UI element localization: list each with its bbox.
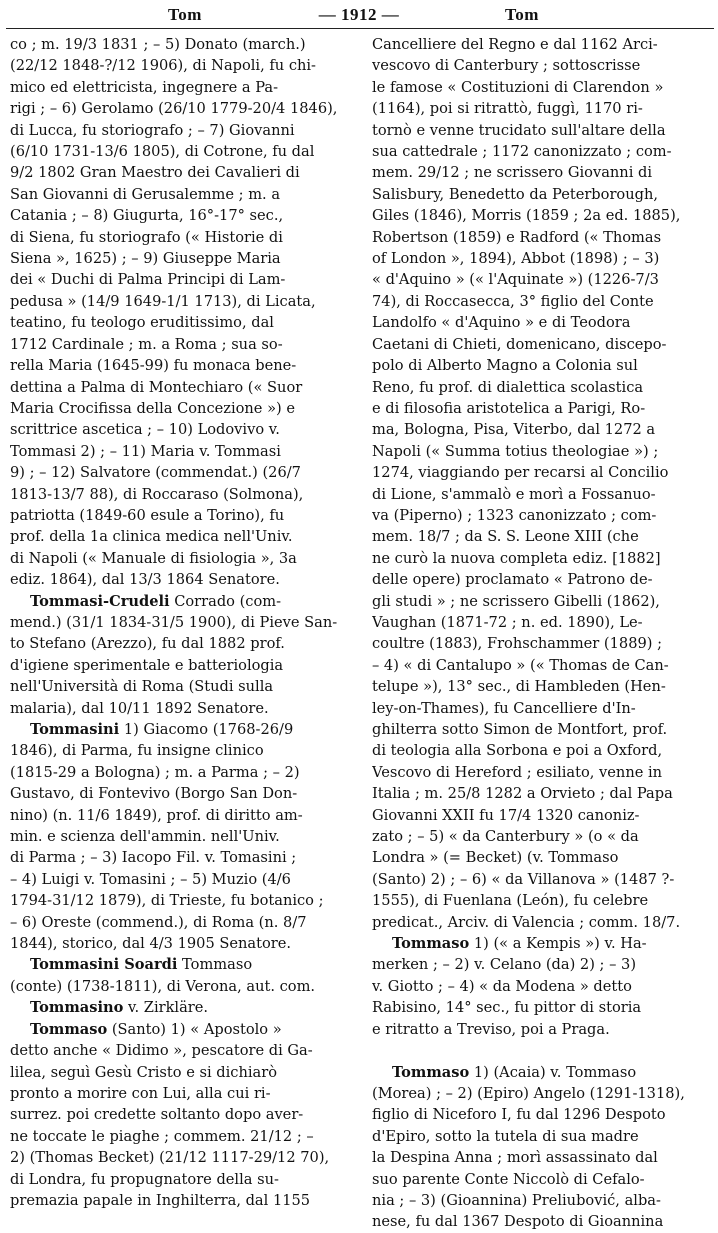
text-line bbox=[10, 419, 356, 440]
text-line bbox=[10, 1126, 356, 1147]
text-line bbox=[10, 698, 356, 719]
line-text: – 4) « di Cantalupo » (« Thomas de Can- bbox=[372, 656, 669, 674]
line-text: di Parma ; – 3) Iacopo Fil. v. Tomasini ; bbox=[10, 849, 297, 867]
line-text: 1712 Cardinale ; m. a Roma ; sua so- bbox=[10, 335, 283, 353]
entry-headword: Tommasini bbox=[30, 721, 120, 738]
line-text: surrez. poi credette soltanto dopo aver- bbox=[10, 1106, 304, 1124]
line-text: patriotta (1849-60 esule a Torino), fu bbox=[10, 506, 285, 524]
text-line bbox=[372, 484, 712, 505]
line-text: rella Maria (1645-99) fu monaca bene- bbox=[10, 357, 297, 375]
line-text: Corrado (com- bbox=[169, 592, 282, 610]
entry-headword: Tommasi-Crudeli bbox=[30, 592, 170, 610]
entry-heading-line bbox=[372, 933, 712, 954]
header-right-catchword: Tom bbox=[505, 5, 539, 24]
line-text: – 6) Oreste (commend.), di Roma (n. 8/7 bbox=[10, 913, 307, 931]
line-text: Tommaso bbox=[177, 956, 253, 974]
text-line bbox=[10, 398, 356, 419]
line-text: 1) (« a Kempis ») v. Ha- bbox=[469, 935, 647, 953]
text-line bbox=[372, 805, 712, 826]
line-text: 1) (Acaia) v. Tommaso bbox=[469, 1063, 637, 1081]
line-text: ley-on-Thames), fu Cancelliere d'In- bbox=[372, 699, 636, 717]
text-line bbox=[372, 847, 712, 868]
text-line bbox=[10, 912, 356, 933]
text-line bbox=[10, 783, 356, 804]
text-line bbox=[372, 205, 712, 226]
line-text: figlio di Niceforo I, fu dal 1296 Despoto bbox=[372, 1106, 666, 1124]
text-line bbox=[372, 462, 712, 483]
line-text: mend.) (31/1 1834-31/5 1900), di Pieve San- bbox=[10, 613, 338, 631]
line-text: d'igiene sperimentale e batteriologia bbox=[10, 656, 284, 674]
text-line bbox=[10, 184, 356, 205]
page-header bbox=[0, 0, 718, 28]
line-text: nese, fu dal 1367 Despoto di Gioannina bbox=[372, 1213, 664, 1231]
line-text: 1844), storico, dal 4/3 1905 Senatore. bbox=[10, 935, 292, 953]
line-text: 1555), di Fuenlana (León), fu celebre bbox=[372, 892, 649, 910]
line-text: ne curò la nuova completa ediz. [1882] bbox=[372, 549, 661, 567]
line-text: mem. 18/7 ; da S. S. Leone XIII (che bbox=[372, 528, 639, 546]
text-line bbox=[10, 890, 356, 911]
line-text: (1164), poi si ritrattò, fuggì, 1170 ri- bbox=[372, 100, 643, 118]
text-line bbox=[10, 1083, 356, 1104]
text-line bbox=[10, 548, 356, 569]
line-text: min. e scienza dell'ammin. nell'Univ. bbox=[10, 828, 280, 846]
line-text: (Morea) ; – 2) (Epiro) Angelo (1291-1318), bbox=[372, 1084, 685, 1102]
text-line bbox=[372, 269, 712, 290]
text-line bbox=[372, 1083, 712, 1104]
line-text: premazia papale in Inghilterra, dal 1155 bbox=[10, 1191, 311, 1209]
line-text: polo di Alberto Magno a Colonia sul bbox=[372, 357, 638, 375]
text-line bbox=[10, 526, 356, 547]
text-line bbox=[10, 291, 356, 312]
line-text: Londra » (= Becket) (v. Tommaso bbox=[372, 849, 619, 867]
text-line bbox=[372, 569, 712, 590]
text-line bbox=[372, 419, 712, 440]
line-text: va (Piperno) ; 1323 canonizzato ; com- bbox=[372, 506, 657, 524]
entry-headword: Tommaso bbox=[392, 1063, 470, 1081]
text-line bbox=[10, 1169, 356, 1190]
page-number: — 1912 — bbox=[318, 5, 400, 24]
text-line bbox=[372, 184, 712, 205]
line-text: 1813-13/7 88), di Roccaraso (Solmona), bbox=[10, 485, 304, 503]
text-line bbox=[10, 1190, 356, 1211]
text-line bbox=[372, 334, 712, 355]
line-text: Vaughan (1871-72 ; n. ed. 1890), Le- bbox=[372, 613, 643, 631]
line-text: Robertson (1859) e Radford (« Thomas bbox=[372, 228, 662, 246]
text-line bbox=[10, 248, 356, 269]
text-line bbox=[372, 526, 712, 547]
text-line bbox=[10, 869, 356, 890]
line-text: (22/12 1848-?/12 1906), di Napoli, fu chi- bbox=[10, 57, 316, 75]
line-text: di Lione, s'ammalò e morì a Fossanuo- bbox=[372, 485, 656, 503]
line-text: di Napoli (« Manuale di fisiologia », 3a bbox=[10, 549, 297, 567]
text-line bbox=[372, 162, 712, 183]
text-line bbox=[10, 484, 356, 505]
text-line bbox=[372, 34, 712, 55]
text-line bbox=[372, 890, 712, 911]
line-text: v. Giotto ; – 4) « da Modena » detto bbox=[372, 977, 632, 995]
text-line bbox=[372, 869, 712, 890]
text-line bbox=[10, 740, 356, 761]
text-line bbox=[10, 826, 356, 847]
line-text: e ritratto a Treviso, poi a Praga. bbox=[372, 1020, 610, 1038]
text-line bbox=[10, 77, 356, 98]
line-text: (Santo) 1) « Apostolo » bbox=[107, 1020, 282, 1038]
text-line bbox=[372, 505, 712, 526]
entry-heading-line bbox=[10, 997, 356, 1018]
text-line bbox=[10, 1104, 356, 1125]
line-text: Maria Crocifissa della Concezione ») e bbox=[10, 399, 295, 417]
line-text: Gustavo, di Fontevivo (Borgo San Don- bbox=[10, 785, 298, 803]
text-line bbox=[10, 805, 356, 826]
text-line bbox=[372, 312, 712, 333]
text-line bbox=[372, 1190, 712, 1211]
line-text: ediz. 1864), dal 13/3 1864 Senatore. bbox=[10, 571, 280, 589]
text-line bbox=[10, 377, 356, 398]
text-line bbox=[10, 505, 356, 526]
line-text: co ; m. 19/3 1831 ; – 5) Donato (march.) bbox=[10, 36, 306, 53]
line-text: scrittrice ascetica ; – 10) Lodovivo v. bbox=[10, 421, 280, 439]
entry-headword: Tommasino bbox=[30, 999, 124, 1017]
line-text: ma, Bologna, Pisa, Viterbo, dal 1272 a bbox=[372, 421, 656, 439]
text-line bbox=[10, 762, 356, 783]
text-line bbox=[10, 205, 356, 226]
line-text: ghilterra sotto Simon de Montfort, prof. bbox=[372, 721, 668, 738]
text-line bbox=[372, 398, 712, 419]
line-text: Giles (1846), Morris (1859 ; 2a ed. 1885), bbox=[372, 207, 681, 225]
text-line bbox=[10, 976, 356, 997]
line-text: Giovanni XXII fu 17/4 1320 canoniz- bbox=[372, 806, 640, 824]
line-text: Salisbury, Benedetto da Peterborough, bbox=[372, 185, 658, 203]
text-line bbox=[10, 1040, 356, 1061]
line-text: Cancelliere del Regno e dal 1162 Arci- bbox=[372, 36, 658, 53]
line-text: (conte) (1738-1811), di Verona, aut. com. bbox=[10, 977, 316, 995]
text-line bbox=[372, 1169, 712, 1190]
line-text: (6/10 1731-13/6 1805), di Cotrone, fu dal bbox=[10, 143, 315, 161]
line-text: v. Zirkläre. bbox=[123, 999, 209, 1017]
entry-headword: Tommasini Soardi bbox=[30, 956, 178, 974]
text-line bbox=[10, 462, 356, 483]
text-line bbox=[372, 676, 712, 697]
entry-heading-line bbox=[10, 591, 356, 612]
text-line bbox=[372, 612, 712, 633]
text-line bbox=[372, 55, 712, 76]
line-text: (Santo) 2) ; – 6) « da Villanova » (1487 ?- bbox=[372, 870, 675, 888]
text-line bbox=[10, 141, 356, 162]
text-line bbox=[372, 740, 712, 761]
line-text: e di filosofia aristotelica a Parigi, Ro- bbox=[372, 399, 646, 417]
text-line bbox=[10, 612, 356, 633]
line-text: gli studi » ; ne scrissero Gibelli (1862), bbox=[372, 592, 660, 610]
line-text: « d'Aquino » (« l'Aquinate ») (1226-7/3 bbox=[372, 271, 659, 289]
text-line bbox=[10, 676, 356, 697]
text-line bbox=[372, 997, 712, 1018]
text-line bbox=[10, 162, 356, 183]
entry-headword: Tommaso bbox=[30, 1020, 108, 1038]
line-text: Caetani di Chieti, domenicano, discepo- bbox=[372, 335, 667, 353]
text-line bbox=[10, 98, 356, 119]
line-text: pronto a morire con Lui, alla cui ri- bbox=[10, 1084, 271, 1102]
line-text: dettina a Palma di Montechiaro (« Suor bbox=[10, 378, 303, 396]
line-text: telupe »), 13° sec., di Hambleden (Hen- bbox=[372, 678, 666, 696]
line-text: Landolfo « d'Aquino » e di Teodora bbox=[372, 314, 631, 332]
text-line bbox=[10, 120, 356, 141]
text-line bbox=[372, 248, 712, 269]
line-text: nell'Università di Roma (Studi sulla bbox=[10, 678, 274, 696]
text-line bbox=[372, 1211, 712, 1232]
line-text: zato ; – 5) « da Canterbury » (o « da bbox=[372, 828, 639, 846]
line-text: (1815-29 a Bologna) ; m. a Parma ; – 2) bbox=[10, 763, 300, 781]
line-text: 1274, viaggiando per recarsi al Concilio bbox=[372, 464, 669, 482]
text-line bbox=[10, 655, 356, 676]
text-line bbox=[372, 655, 712, 676]
text-line bbox=[10, 355, 356, 376]
line-text: di Lucca, fu storiografo ; – 7) Giovanni bbox=[10, 121, 295, 139]
line-text: 1846), di Parma, fu insigne clinico bbox=[10, 742, 264, 760]
line-text: Vescovo di Hereford ; esiliato, venne in bbox=[372, 763, 663, 781]
line-text: 9) ; – 12) Salvatore (commendat.) (26/7 bbox=[10, 464, 301, 482]
text-line bbox=[10, 34, 356, 55]
line-text: ne toccate le piaghe ; commem. 21/12 ; – bbox=[10, 1127, 314, 1145]
text-line bbox=[10, 1062, 356, 1083]
line-text: prof. della 1a clinica medica nell'Univ. bbox=[10, 528, 293, 546]
line-text: 9/2 1802 Gran Maestro dei Cavalieri di bbox=[10, 164, 300, 182]
line-text: to Stefano (Arezzo), fu dal 1882 prof. bbox=[10, 635, 285, 653]
entry-heading-line bbox=[372, 1062, 712, 1083]
line-text: delle opere) proclamato « Patrono de- bbox=[372, 571, 653, 589]
text-line bbox=[372, 548, 712, 569]
line-text: sua cattedrale ; 1172 canonizzato ; com- bbox=[372, 143, 672, 161]
left-column bbox=[10, 34, 356, 1211]
line-text: di Londra, fu propugnatore della su- bbox=[10, 1170, 279, 1188]
text-line bbox=[372, 762, 712, 783]
line-text: dei « Duchi di Palma Principi di Lam- bbox=[10, 271, 286, 289]
entry-heading-line bbox=[10, 1019, 356, 1040]
line-text: di teologia alla Sorbona e poi a Oxford, bbox=[372, 742, 663, 760]
text-line bbox=[10, 933, 356, 954]
line-text: nia ; – 3) (Gioannina) Preliubović, alba- bbox=[372, 1191, 661, 1209]
entry-heading-line bbox=[10, 719, 356, 740]
text-line bbox=[372, 120, 712, 141]
text-line bbox=[372, 1104, 712, 1125]
line-text: Siena », 1625) ; – 9) Giuseppe Maria bbox=[10, 250, 281, 268]
text-line bbox=[372, 912, 712, 933]
text-line bbox=[10, 1147, 356, 1168]
text-line bbox=[372, 783, 712, 804]
text-line bbox=[10, 441, 356, 462]
text-line bbox=[372, 1147, 712, 1168]
line-text: mem. 29/12 ; ne scrissero Giovanni di bbox=[372, 164, 653, 182]
line-text: la Despina Anna ; morì assassinato dal bbox=[372, 1149, 658, 1167]
line-text: Italia ; m. 25/8 1282 a Orvieto ; dal Papa bbox=[372, 785, 673, 803]
text-line bbox=[372, 633, 712, 654]
line-text: Reno, fu prof. di dialettica scolastica bbox=[372, 378, 644, 396]
text-line bbox=[372, 826, 712, 847]
text-line bbox=[372, 227, 712, 248]
text-line bbox=[372, 291, 712, 312]
text-line bbox=[372, 698, 712, 719]
line-text: merken ; – 2) v. Celano (da) 2) ; – 3) bbox=[372, 956, 637, 974]
text-line bbox=[372, 141, 712, 162]
text-line bbox=[372, 441, 712, 462]
line-text: di Siena, fu storiografo (« Historie di bbox=[10, 228, 283, 246]
text-line bbox=[10, 569, 356, 590]
text-line bbox=[372, 98, 712, 119]
text-line bbox=[372, 1040, 712, 1061]
line-text: malaria), dal 10/11 1892 Senatore. bbox=[10, 699, 269, 717]
entry-heading-line bbox=[10, 954, 356, 975]
header-left-catchword: Tom bbox=[168, 5, 202, 24]
line-text: 1794-31/12 1879), di Trieste, fu botanico ; bbox=[10, 892, 324, 910]
text-line bbox=[10, 55, 356, 76]
line-text: predicat., Arciv. di Valencia ; comm. 18/7. bbox=[372, 913, 681, 931]
header-rule bbox=[6, 28, 714, 29]
text-line bbox=[10, 227, 356, 248]
text-line bbox=[10, 633, 356, 654]
line-text: Rabisino, 14° sec., fu pittor di storia bbox=[372, 999, 642, 1017]
entry-headword: Tommaso bbox=[392, 935, 470, 953]
line-text: vescovo di Canterbury ; sottoscrisse bbox=[372, 57, 641, 75]
line-text: 74), di Roccasecca, 3° figlio del Conte bbox=[372, 292, 654, 310]
line-text: le famose « Costituzioni di Clarendon » bbox=[372, 78, 664, 96]
line-text: pedusa » (14/9 1649-1/1 1713), di Licata, bbox=[10, 292, 316, 310]
text-line bbox=[372, 355, 712, 376]
text-line bbox=[10, 312, 356, 333]
line-text: Catania ; – 8) Giugurta, 16°-17° sec., bbox=[10, 207, 284, 225]
text-line bbox=[10, 334, 356, 355]
line-text: nino) (n. 11/6 1849), prof. di diritto am- bbox=[10, 806, 303, 824]
text-line bbox=[372, 77, 712, 98]
line-text: mico ed elettricista, ingegnere a Pa- bbox=[10, 78, 279, 96]
line-text: 1) Giacomo (1768-26/9 bbox=[119, 721, 294, 738]
line-text: 2) (Thomas Becket) (21/12 1117-29/12 70), bbox=[10, 1149, 330, 1167]
text-line bbox=[372, 954, 712, 975]
line-text: of London », 1894), Abbot (1898) ; – 3) bbox=[372, 250, 660, 268]
text-line bbox=[372, 591, 712, 612]
line-text: lilea, seguì Gesù Cristo e si dichiarò bbox=[10, 1063, 277, 1081]
text-line bbox=[372, 1126, 712, 1147]
line-text: teatino, fu teologo eruditissimo, dal bbox=[10, 314, 274, 332]
right-column bbox=[372, 34, 712, 1233]
line-text: rigi ; – 6) Gerolamo (26/10 1779-20/4 1846), bbox=[10, 100, 338, 118]
line-text: tornò e venne trucidato sull'altare della bbox=[372, 121, 666, 139]
text-line bbox=[372, 377, 712, 398]
line-text: suo parente Conte Niccolò di Cefalo- bbox=[372, 1170, 645, 1188]
line-text: Napoli (« Summa totius theologiae ») ; bbox=[372, 442, 659, 460]
text-line bbox=[10, 847, 356, 868]
line-text: d'Epiro, sotto la tutela di sua madre bbox=[372, 1127, 639, 1145]
text-line bbox=[372, 1019, 712, 1040]
line-text: coultre (1883), Frohschammer (1889) ; bbox=[372, 635, 663, 653]
text-line bbox=[372, 976, 712, 997]
text-line bbox=[372, 719, 712, 740]
line-text: detto anche « Didimo », pescatore di Ga- bbox=[10, 1042, 313, 1060]
line-text: – 4) Luigi v. Tomasini ; – 5) Muzio (4/6 bbox=[10, 870, 291, 888]
line-text: San Giovanni di Gerusalemme ; m. a bbox=[10, 185, 281, 203]
line-text: Tommasi 2) ; – 11) Maria v. Tommasi bbox=[10, 442, 281, 460]
text-line bbox=[10, 269, 356, 290]
